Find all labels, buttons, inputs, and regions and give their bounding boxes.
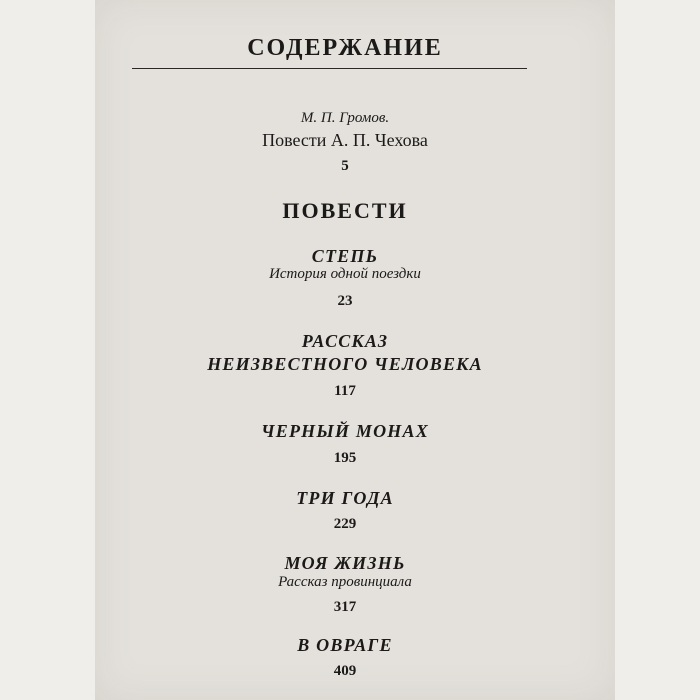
toc-heading: СОДЕРЖАНИЕ [247, 35, 443, 61]
page-number-black-monk: 195 [333, 450, 357, 466]
work-title-my-life: МОЯ ЖИЗНЬ [284, 553, 406, 573]
intro-author: М. П. Громов. [300, 110, 390, 126]
section-heading: ПОВЕСТИ [282, 198, 408, 223]
page-number-in-the-ravine: 409 [333, 663, 357, 679]
heading-rule [132, 68, 527, 69]
intro-title: Повести А. П. Чехова [262, 130, 428, 150]
work-title-in-the-ravine: В ОВРАГЕ [297, 635, 393, 655]
page-number-unknown-man: 117 [334, 383, 356, 399]
work-title-unknown-man-line1: РАССКАЗ [301, 331, 389, 351]
work-subtitle-step: История одной поездки [269, 266, 421, 282]
work-title-step: СТЕПЬ [311, 246, 379, 266]
page-number-my-life: 317 [333, 599, 357, 615]
work-subtitle-my-life: Рассказ провинциала [278, 574, 412, 590]
page-number-three-years: 229 [333, 516, 357, 532]
work-title-three-years: ТРИ ГОДА [296, 488, 394, 508]
page-number-step: 23 [337, 293, 353, 309]
intro-page-number: 5 [341, 158, 349, 174]
work-title-black-monk: ЧЕРНЫЙ МОНАХ [261, 421, 429, 441]
work-title-unknown-man-line2: НЕИЗВЕСТНОГО ЧЕЛОВЕКА [207, 354, 483, 374]
